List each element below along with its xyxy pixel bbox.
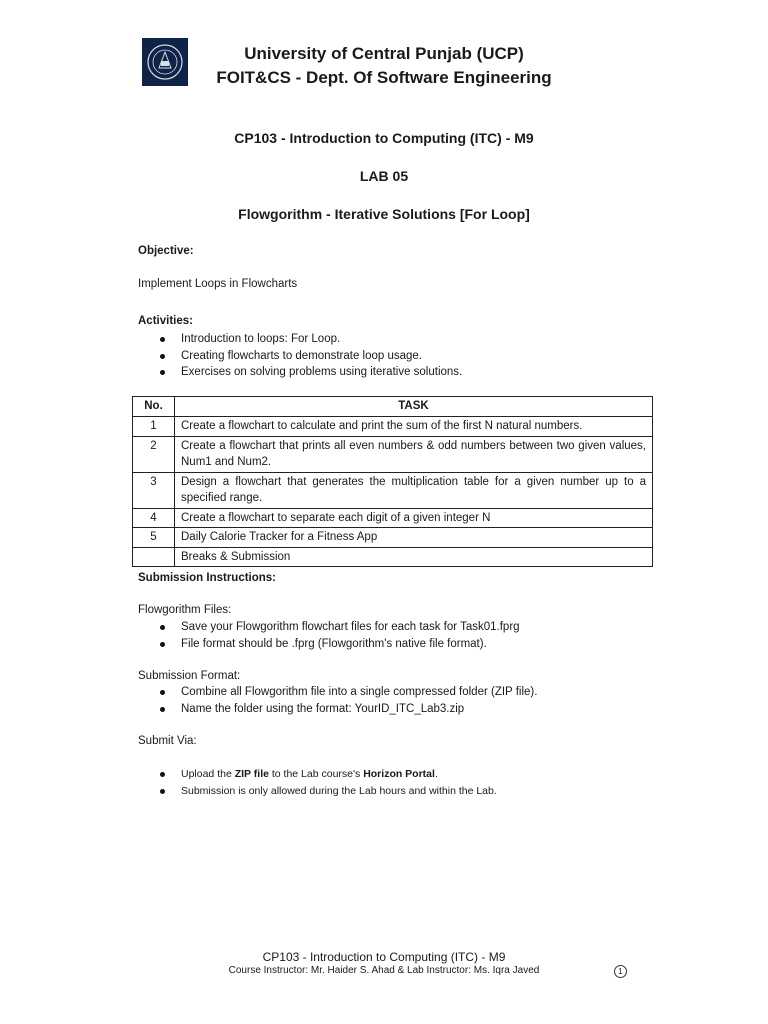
bullet-icon [160,370,165,375]
page-number: 1 [614,965,627,978]
list-item: Combine all Flowgorithm file into a single compressed folder (ZIP file). [138,684,537,701]
department-name: FOIT&CS - Dept. Of Software Engineering [216,68,552,87]
task-number [133,547,175,567]
list-item: Creating flowcharts to demonstrate loop usage. [138,348,462,365]
column-header-no: No. [133,397,175,417]
bullet-icon [160,772,165,777]
task-description: Create a flowchart to separate each digit of a given integer N [175,508,653,528]
list-item: Name the folder using the format: YourID_ITC_Lab3.zip [138,701,537,718]
list-item: Upload the ZIP file to the Lab course's Horizon Portal. [138,766,497,783]
task-table [132,396,653,567]
submit-via-list [138,766,497,799]
format-list [138,684,537,717]
submit-via-heading: Submit Via: [138,735,197,747]
objective-text: Implement Loops in Flowcharts [138,278,298,290]
list-item: Save your Flowgorithm flowchart files for each task for Task01.fprg [138,619,520,636]
files-heading: Flowgorithm Files: [138,604,232,616]
bullet-icon [160,337,165,342]
bullet-icon [160,707,165,712]
task-number: 2 [133,436,175,472]
table-row [133,508,653,528]
format-heading: Submission Format: [138,670,241,682]
bullet-icon [160,642,165,647]
list-item: File format should be .fprg (Flowgorithm's native file format). [138,636,520,653]
bullet-icon [160,789,165,794]
footer-course: CP103 - Introduction to Computing (ITC) - M9 [262,950,506,964]
table-row [133,547,653,567]
task-description: Breaks & Submission [175,547,653,567]
course-title: CP103 - Introduction to Computing (ITC) - M9 [234,130,534,146]
submission-heading: Submission Instructions: [138,572,277,584]
table-row [133,417,653,437]
list-item: Exercises on solving problems using iterative solutions. [138,364,462,381]
bullet-icon [160,690,165,695]
task-number: 1 [133,417,175,437]
task-number: 4 [133,508,175,528]
task-description: Design a flowchart that generates the multiplication table for a given number up to a specified range. [175,472,653,508]
task-number: 5 [133,528,175,548]
table-header-row [133,397,653,417]
column-header-task: TASK [175,397,653,417]
objective-heading: Objective: [138,245,194,257]
task-description: Create a flowchart to calculate and print the sum of the first N natural numbers. [175,417,653,437]
task-number: 3 [133,472,175,508]
table-row [133,436,653,472]
bullet-icon [160,354,165,359]
files-list [138,619,520,652]
university-name: University of Central Punjab (UCP) [244,44,524,63]
activities-heading: Activities: [138,315,193,327]
list-item: Introduction to loops: For Loop. [138,331,462,348]
list-item: Submission is only allowed during the Lab hours and within the Lab. [138,783,497,800]
table-row [133,472,653,508]
activities-list [138,331,462,381]
table-row [133,528,653,548]
lab-number: LAB 05 [359,168,409,184]
task-description: Daily Calorie Tracker for a Fitness App [175,528,653,548]
footer-instructors: Course Instructor: Mr. Haider S. Ahad & Lab Instructor: Ms. Iqra Javed [228,965,540,976]
task-description: Create a flowchart that prints all even numbers & odd numbers between two given values, Num1 and Num2. [175,436,653,472]
bullet-icon [160,625,165,630]
lab-topic: Flowgorithm - Iterative Solutions [For Loop] [238,206,530,222]
